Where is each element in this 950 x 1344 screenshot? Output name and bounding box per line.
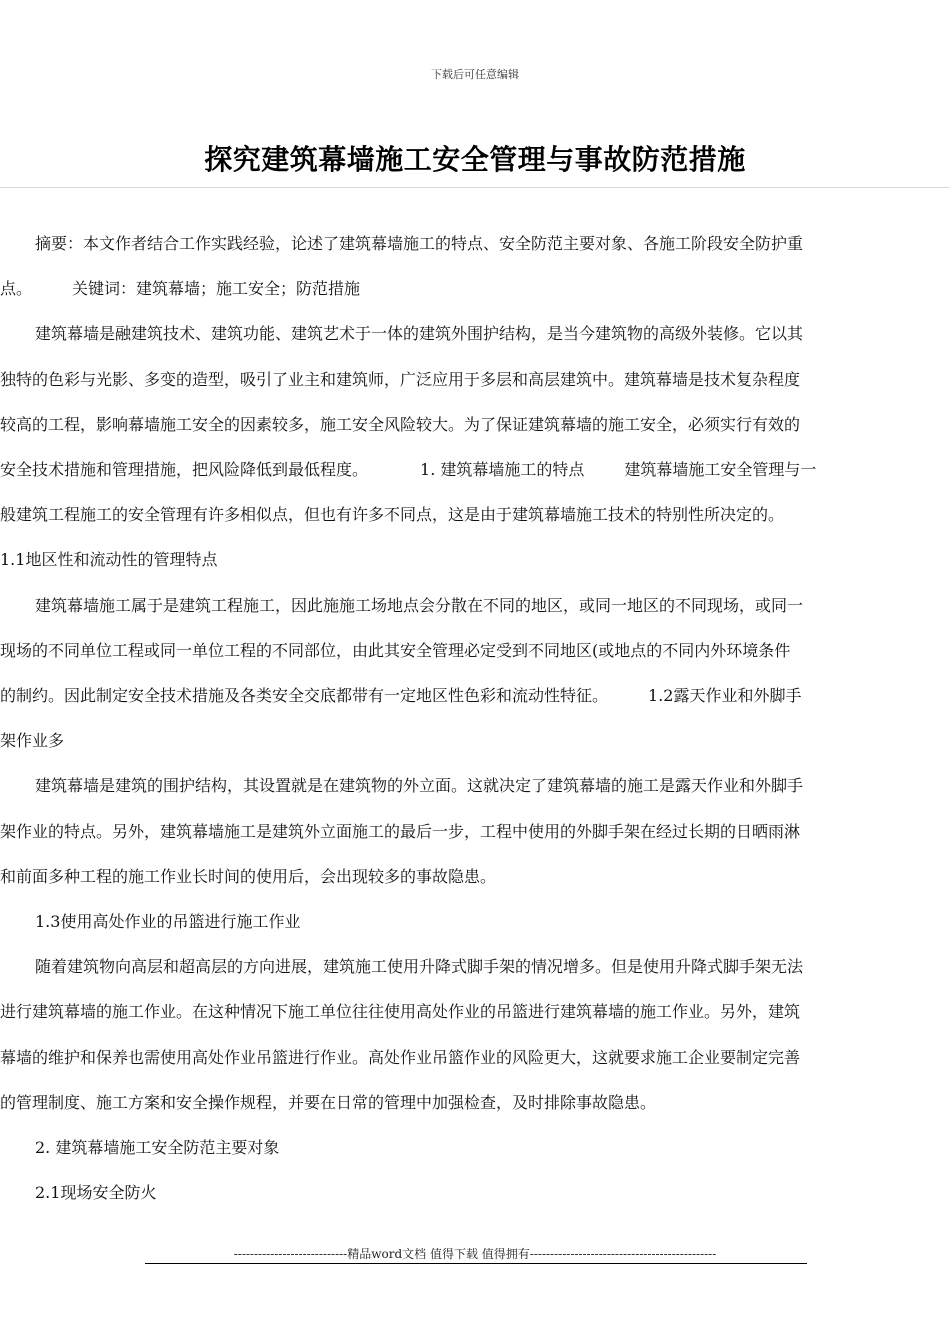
paragraph-line: 独特的色彩与光影、多变的造型，吸引了业主和建筑师，广泛应用于多层和高层建筑中。建筑幕墙是技术复杂程度 (0, 369, 801, 389)
footer-divider (145, 1263, 807, 1264)
section-heading-1-1: 1.1地区性和流动性的管理特点 (0, 550, 218, 570)
abstract-keywords-line (0, 266, 950, 311)
paragraph-text: 安全技术措施和管理措施，把风险降低到最低程度。 (0, 460, 369, 480)
paragraph-line (0, 447, 950, 492)
paragraph-line (0, 673, 950, 718)
title-divider (0, 187, 950, 188)
document-body (0, 221, 950, 1215)
paragraph-line: 建筑幕墙是融建筑技术、建筑功能、建筑艺术于一体的建筑外围护结构，是当今建筑物的高级外装修。它以其 (35, 324, 804, 344)
paragraph-line: 和前面多种工程的施工作业长时间的使用后，会出现较多的事故隐患。 (0, 866, 497, 886)
abstract-line: 摘要：本文作者结合工作实践经验，论述了建筑幕墙施工的特点、安全防范主要对象、各施工阶段安全防护重 (35, 234, 804, 253)
section-heading-1-3: 1.3使用高处作业的吊篮进行施工作业 (35, 912, 301, 932)
paragraph-line: 现场的不同单位工程或同一单位工程的不同部位，由此其安全管理必定受到不同地区(或地点的不同内外环境条件 (0, 640, 791, 660)
paragraph-line: 般建筑工程施工的安全管理有许多相似点，但也有许多不同点，这是由于建筑幕墙施工技术的特别性所决定的。 (0, 505, 785, 525)
section-heading-1: 1. 建筑幕墙施工的特点 (420, 460, 585, 480)
paragraph-text: 的制约。因此制定安全技术措施及各类安全交底都带有一定地区性色彩和流动性特征。 (0, 686, 609, 706)
document-title: 探究建筑幕墙施工安全管理与事故防范措施 (204, 143, 746, 176)
paragraph-line: 幕墙的维护和保养也需使用高处作业吊篮进行作业。高处作业吊篮作业的风险更大，这就要求施工企业要制定完善 (0, 1047, 801, 1067)
paragraph-line: 建筑幕墙是建筑的围护结构，其设置就是在建筑物的外立面。这就决定了建筑幕墙的施工是露天作业和外脚手 (35, 776, 804, 796)
paragraph-line: 进行建筑幕墙的施工作业。在这种情况下施工单位往往使用高处作业的吊篮进行建筑幕墙的施工作业。另外，建筑 (0, 1002, 801, 1022)
paragraph-line: 较高的工程，影响幕墙施工安全的因素较多，施工安全风险较大。为了保证建筑幕墙的施工安全，必须实行有效的 (0, 414, 801, 434)
section-heading-2-1: 2.1现场安全防火 (35, 1183, 157, 1203)
keywords: 关键词：建筑幕墙；施工安全；防范措施 (72, 279, 361, 299)
section-heading-1-2: 1.2露天作业和外脚手 (648, 686, 802, 706)
section-heading-1-2-tail: 架作业多 (0, 731, 65, 751)
paragraph-line: 随着建筑物向高层和超高层的方向进展，建筑施工使用升降式脚手架的情况增多。但是使用升降式脚手架无法 (35, 957, 804, 977)
paragraph-line: 架作业的特点。另外，建筑幕墙施工是建筑外立面施工的最后一步，工程中使用的外脚手架在经过长期的日晒雨淋 (0, 821, 801, 841)
paragraph-text: 建筑幕墙施工安全管理与一 (624, 460, 817, 480)
section-heading-2: 2. 建筑幕墙施工安全防范主要对象 (35, 1138, 280, 1158)
paragraph-line: 建筑幕墙施工属于是建筑工程施工，因此施施工场地点会分散在不同的地区，或同一地区的不同现场，或同一 (35, 595, 804, 615)
footer-note: ----------------------------精品word文档 值得下载 值得拥有---------------------------------------------- (233, 1247, 717, 1261)
abstract-tail: 点。 (0, 279, 33, 299)
paragraph-line: 的管理制度、施工方案和安全操作规程，并要在日常的管理中加强检查，及时排除事故隐患。 (0, 1092, 657, 1112)
header-note: 下载后可任意编辑 (431, 68, 519, 81)
